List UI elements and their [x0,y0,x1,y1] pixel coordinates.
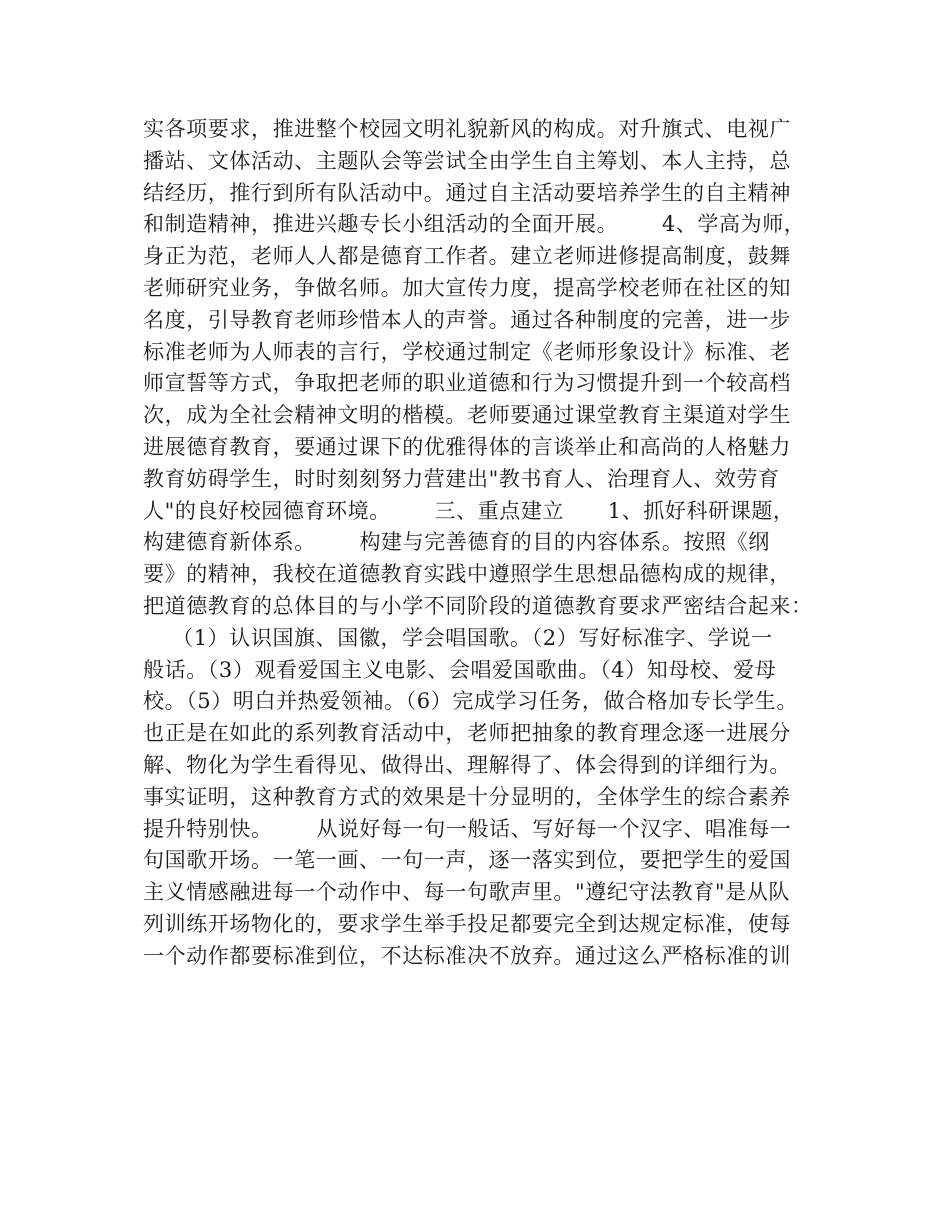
body-text [143,114,843,973]
text-line: 人"的良好校园德育环境。 三、重点建立 1、抓好科研课题， [143,498,795,523]
text-line: 校。（5）明白并热爱领袖。（6）完成学习任务，做合格加专长学生。 [143,689,798,714]
text-line: 构建德育新体系。 构建与完善德育的目的内容体系。按照《纲 [143,530,770,555]
text-line: 也正是在如此的系列教育活动中，老师把抽象的教育理念逐一进展分 [143,721,791,746]
text-line: 提升特别快。 从说好每一句一般话、写好每一个汉字、唱准每一 [143,816,792,841]
text-line: 主义情感融进每一个动作中、每一句歌声里。"遵纪守法教育"是从队 [143,880,790,905]
text-line: 把道德教育的总体目的与小学不同阶段的道德教育要求严密结合起来： [143,593,813,618]
text-line: 播站、文体活动、主题队会等尝试全由学生自主筹划、本人主持，总 [143,148,791,173]
text-line: 教育妨碍学生，时时刻刻努力营建出"教书育人、治理育人、效劳育 [143,466,780,491]
text-line: 进展德育教育，要通过课下的优雅得体的言谈举止和高尚的人格魅力 [143,434,791,459]
text-line: 师宣誓等方式，争取把老师的职业道德和行为习惯提升到一个较高档 [143,371,791,396]
text-line: 列训练开场物化的，要求学生举手投足都要完全到达规定标准，使每 [143,911,791,936]
text-line: 般话。（3）观看爱国主义电影、会唱爱国歌曲。（4）知母校、爱母 [143,657,777,682]
text-line: 和制造精神，推进兴趣专长小组活动的全面开展。 4、学高为师， [143,212,806,237]
text-line: 次，成为全社会精神文明的楷模。老师要通过课堂教育主渠道对学生 [143,403,791,428]
text-line: （1）认识国旗、国徽，学会唱国歌。（2）写好标准字、学说一 [143,625,773,650]
text-line: 解、物化为学生看得见、做得出、理解得了、体会得到的详细行为。 [143,752,791,777]
text-line: 一个动作都要标准到位，不达标准决不放弃。通过这么严格标准的训 [143,943,791,968]
text-line: 句国歌开场。一笔一画、一句一声，逐一落实到位，要把学生的爱国 [143,848,791,873]
text-line: 名度，引导教育老师珍惜本人的声誉。通过各种制度的完善，进一步 [143,307,791,332]
text-line: 事实证明，这种教育方式的效果是十分显明的，全体学生的综合素养 [143,784,791,809]
text-line: 标准老师为人师表的言行，学校通过制定《老师形象设计》标准、老 [143,339,791,364]
text-line: 实各项要求，推进整个校园文明礼貌新风的构成。对升旗式、电视广 [143,117,791,141]
text-line: 结经历，推行到所有队活动中。通过自主活动要培养学生的自主精神 [143,180,791,205]
text-line: 老师研究业务，争做名师。加大宣传力度，提高学校老师在社区的知 [143,275,791,300]
text-line: 身正为范，老师人人都是德育工作者。建立老师进修提高制度，鼓舞 [143,244,791,269]
text-line: 要》的精神，我校在道德教育实践中遵照学生思想品德构成的规律， [143,562,791,587]
